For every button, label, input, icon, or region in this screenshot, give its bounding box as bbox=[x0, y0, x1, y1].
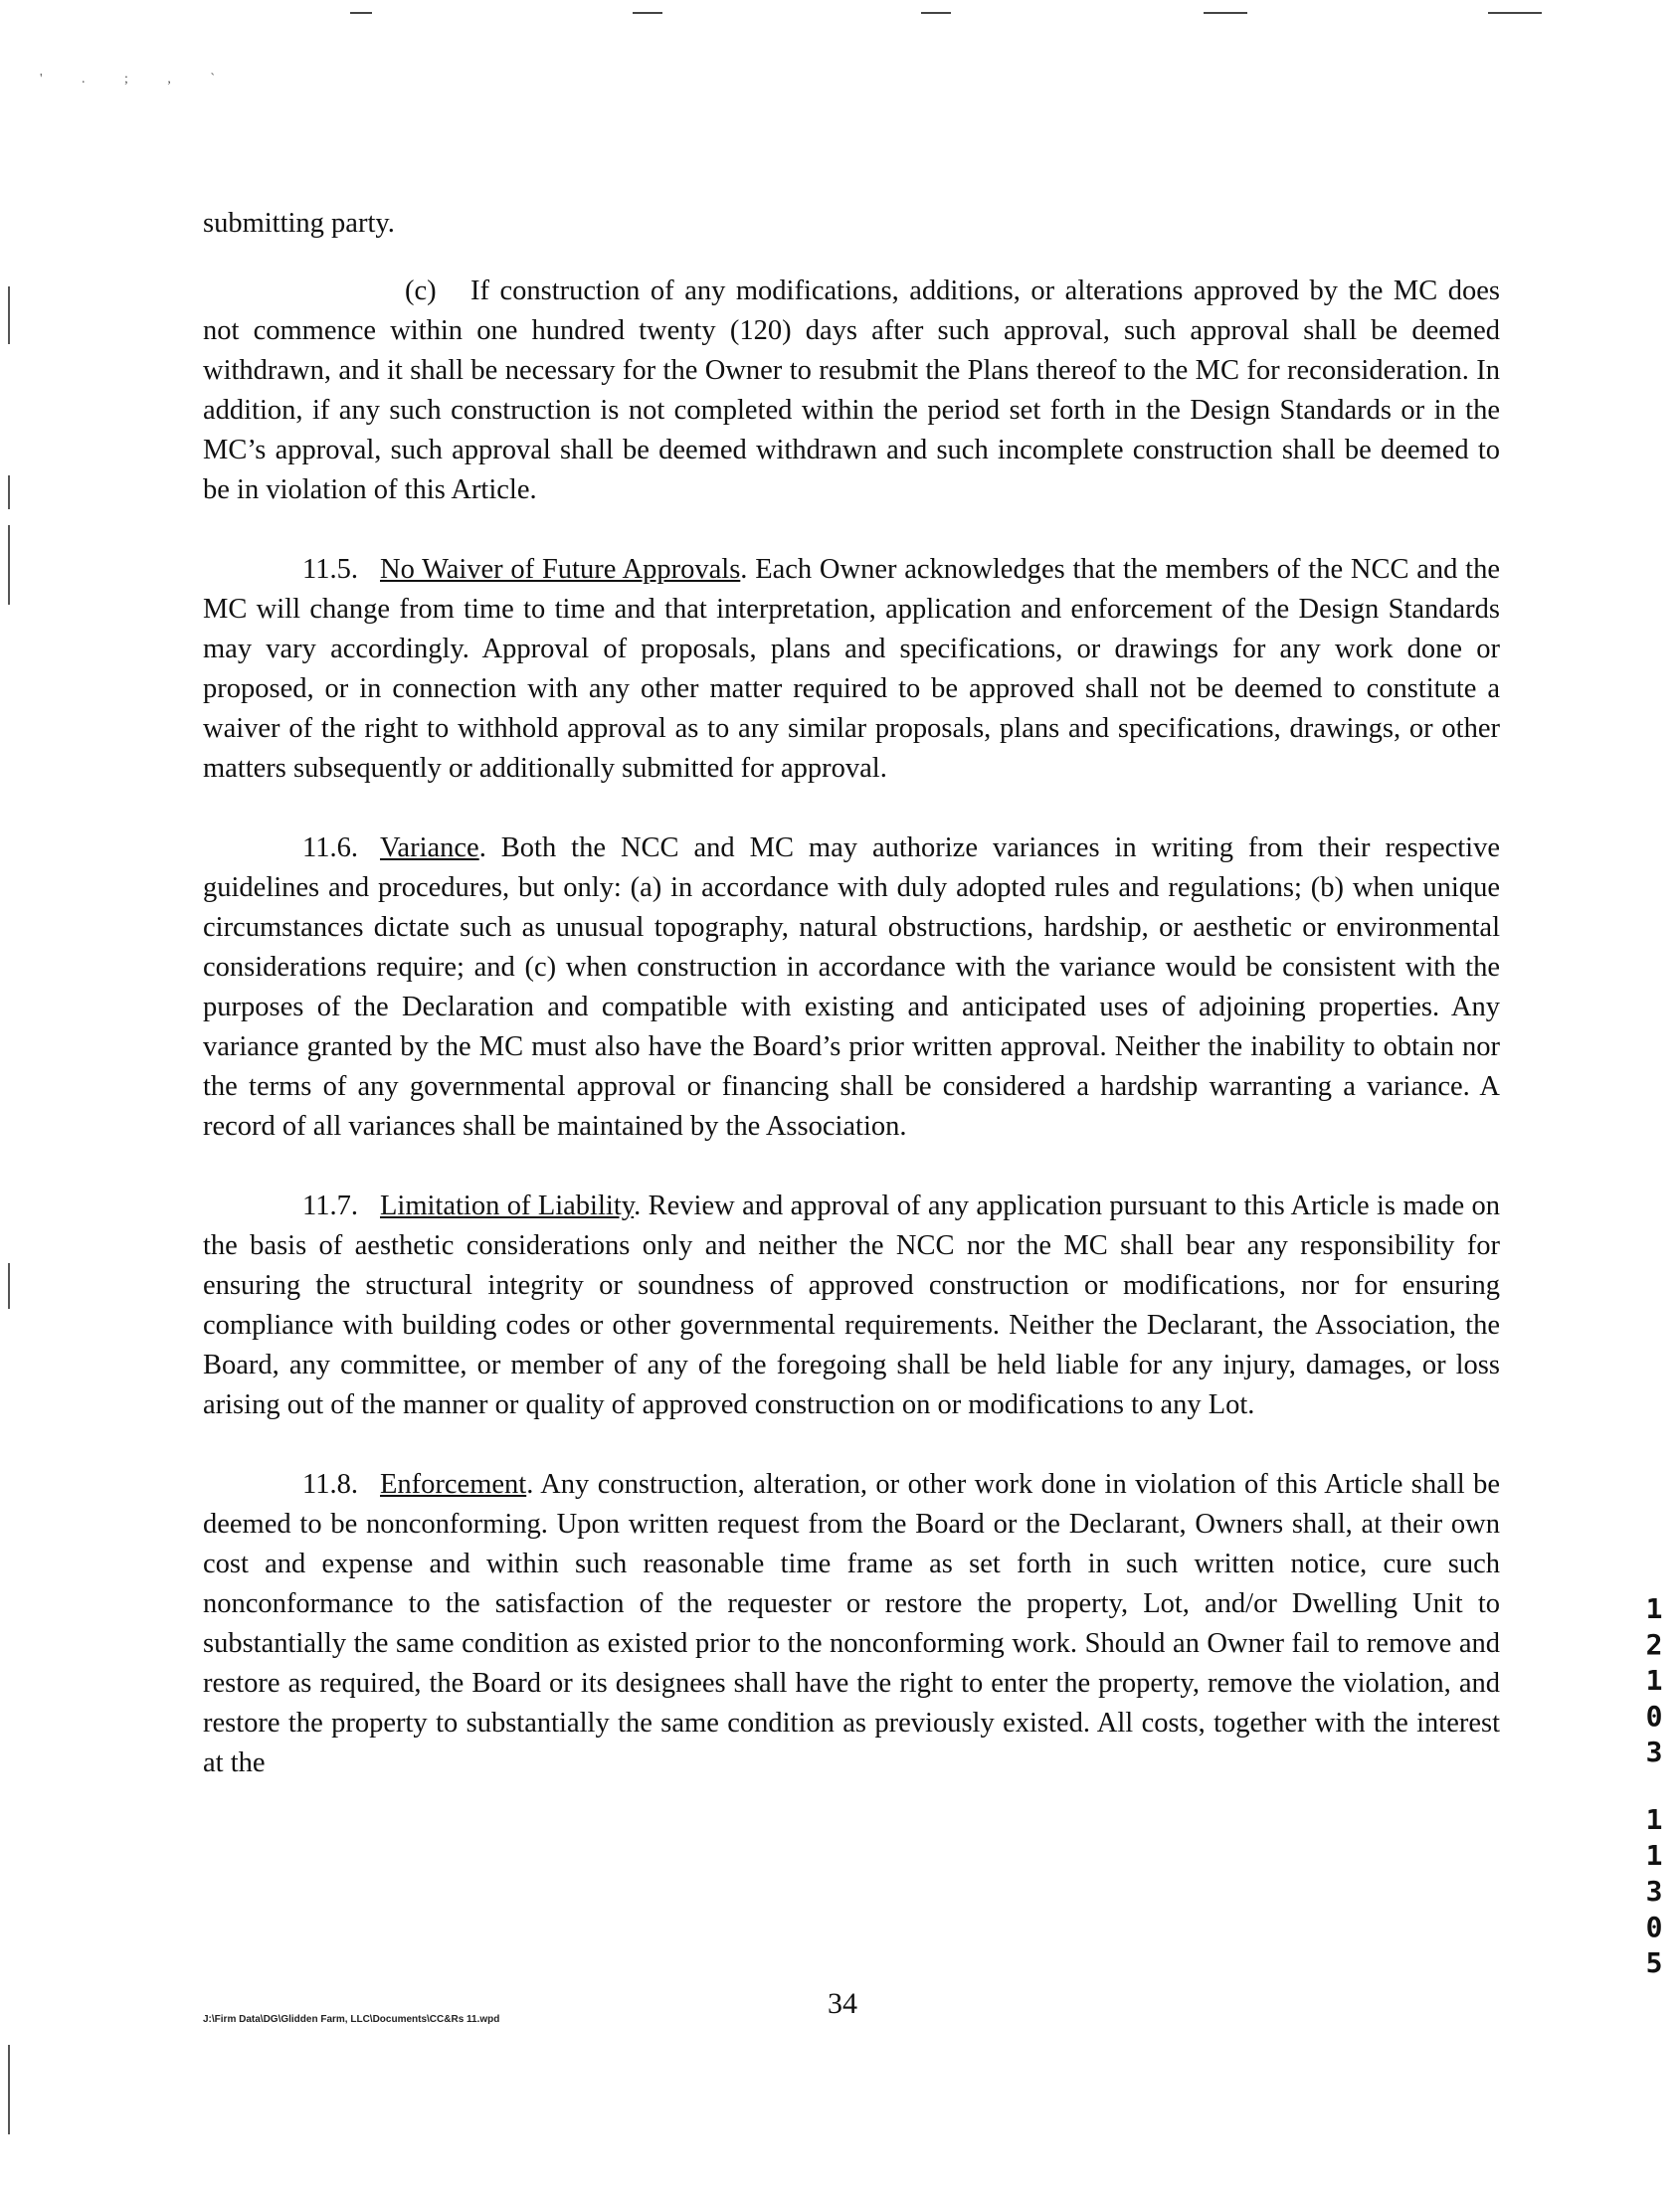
stamp-digit: 3 bbox=[1645, 1736, 1663, 1768]
footer-file-path: J:\Firm Data\DG\Glidden Farm, LLC\Documents\CC&Rs 11.wpd bbox=[203, 2014, 500, 2025]
stamp-digit: 1 bbox=[1645, 1664, 1663, 1697]
stamp-digit: 0 bbox=[1645, 1700, 1663, 1733]
edge-mark bbox=[8, 2045, 10, 2134]
section-text: . Any construction, alteration, or other work done in violation of this Article shall be deemed to be nonconforming. Upon written request from the Board or the Declarant, Owners shall, at their own cost and expense and within such reasonable time frame as set forth in such written notice, cure such nonconformance to the satisfaction of the requester or restore the property, Lot, and/or Dwelling Unit to substantially the same condition as existed prior to the nonconforming work. Should an Owner fail to remove and restore as required, the Board or its designees shall have the right to enter the property, remove the violation, and restore the property to substantially the same condition as previously existed. All costs, together with the interest at the bbox=[203, 1469, 1500, 1778]
section-text: . Each Owner acknowledges that the members of the NCC and the MC will change from time to time and that interpretation, application and enforcement of the Design Standards may vary accordingly. Approval of proposals, plans and specifications, or drawings for any work done or proposed, or in connection with any other matter required to be approved shall not be deemed to constitute a waiver of the right to withhold approval as to any similar proposals, plans and specifications, drawings, or other matters subsequently or additionally submitted for approval. bbox=[203, 554, 1501, 784]
section-title: No Waiver of Future Approvals bbox=[380, 554, 741, 585]
section-11-5 bbox=[203, 550, 1500, 789]
scan-mark bbox=[921, 12, 951, 14]
scan-specks: ' . ; , ` bbox=[40, 72, 234, 87]
stamp-digit: 1 bbox=[1645, 1839, 1663, 1872]
section-text: . Review and approval of any application pursuant to this Article is made on the basis of aesthetic considerations only and neither the NCC nor the MC shall bear any responsibility for ensuring the structural integrity or soundness of approved construction or modifications, nor for ensuring compliance with building codes or other governmental requirements. Neither the Declarant, the Association, the Board, any committee, or member of any of the foregoing shall be held liable for any injury, damages, or loss arising out of the manner or quality of approved construction on or modifications to any Lot. bbox=[203, 1191, 1500, 1420]
stamp-digit: 2 bbox=[1645, 1628, 1663, 1661]
edge-mark bbox=[8, 286, 10, 344]
continuation-text: submitting party. bbox=[203, 208, 395, 239]
section-title: Limitation of Liability bbox=[380, 1191, 635, 1221]
stamp-digit: 1 bbox=[1645, 1592, 1663, 1625]
section-11-8 bbox=[203, 1465, 1500, 1783]
page-number: 34 bbox=[828, 1987, 857, 2020]
document-body bbox=[203, 204, 1500, 1783]
section-11-6 bbox=[203, 828, 1500, 1147]
scan-mark bbox=[1488, 12, 1542, 14]
scan-mark bbox=[350, 12, 372, 14]
stamp-digit: 0 bbox=[1645, 1911, 1663, 1943]
section-number: 11.5. bbox=[302, 554, 358, 585]
section-title: Variance bbox=[380, 832, 479, 863]
subsection-c bbox=[203, 272, 1500, 510]
recording-stamp-top bbox=[1639, 1591, 1669, 1770]
edge-mark bbox=[8, 1263, 10, 1309]
subsection-c-text: If construction of any modifications, additions, or alterations approved by the MC does not commence within one hundred twenty (120) days after such approval, such approval shall be deemed withdrawn, and it shall be necessary for the Owner to resubmit the Plans thereof to the MC for reconsideration. In addition, if any such construction is not completed within the period set forth in the Design Standards or in the MC’s approval, such approval shall be deemed withdrawn and such incomplete construction shall be deemed to be in violation of this Article. bbox=[203, 275, 1500, 505]
edge-mark bbox=[8, 525, 10, 605]
stamp-digit: 5 bbox=[1645, 1946, 1663, 1979]
section-number: 11.6. bbox=[302, 832, 358, 863]
section-number: 11.8. bbox=[302, 1469, 358, 1500]
section-11-7 bbox=[203, 1187, 1500, 1425]
section-text: . Both the NCC and MC may authorize variances in writing from their respective guidelines and procedures, but only: (a) in accordance with duly adopted rules and regulations; (b) when unique circumstances dictate such as unusual topography, natural obstructions, hardship, or aesthetic or environmental considerations require; and (c) when construction in accordance with the variance would be consistent with the purposes of the Declaration and compatible with existing and anticipated uses of adjoining properties. Any variance granted by the MC must also have the Board’s prior written approval. Neither the inability to obtain nor the terms of any governmental approval or financing shall be considered a hardship warranting a variance. A record of all variances shall be maintained by the Association. bbox=[203, 832, 1500, 1142]
stamp-digit: 3 bbox=[1645, 1875, 1663, 1908]
stamp-digit: 1 bbox=[1645, 1803, 1663, 1836]
subsection-c-label: (c) bbox=[405, 275, 437, 306]
scan-mark bbox=[633, 12, 662, 14]
recording-stamp-bottom bbox=[1639, 1802, 1669, 1981]
section-title: Enforcement bbox=[380, 1469, 527, 1500]
section-number: 11.7. bbox=[302, 1191, 358, 1221]
scan-mark bbox=[1204, 12, 1247, 14]
edge-mark bbox=[8, 475, 10, 509]
